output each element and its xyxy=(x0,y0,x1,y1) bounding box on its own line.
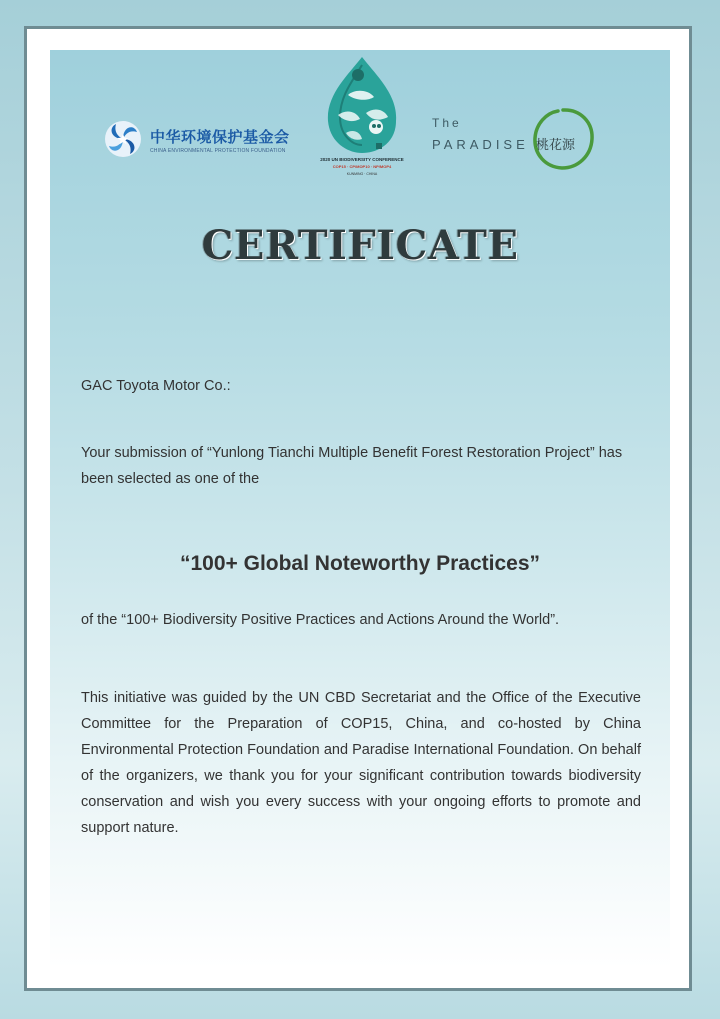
paradise-name-cn: 桃花源 xyxy=(536,138,576,153)
cepf-logo xyxy=(104,120,289,162)
paradise-word: PARADISE xyxy=(432,137,529,152)
recipient-name: GAC Toyota Motor Co.: xyxy=(81,378,231,394)
cop15-logo xyxy=(312,55,412,183)
practice-title: “100+ Global Noteworthy Practices” xyxy=(179,552,541,575)
certificate-title: CERTIFICATE xyxy=(201,222,519,269)
pinwheel-icon xyxy=(104,120,142,158)
paradise-the: The xyxy=(432,116,462,130)
cop15-place: KUNMING · CHINA xyxy=(346,172,378,176)
peacock-drop-icon xyxy=(318,55,406,155)
cepf-name-en: CHINA ENVIRONMENTAL PROTECTION FOUNDATION xyxy=(150,148,286,154)
cepf-name-cn: 中华环境保护基金会 xyxy=(150,128,290,146)
submission-text: Your submission of “Yunlong Tianchi Multiple Benefit Forest Restoration Project” has been selected as one of the xyxy=(81,445,623,487)
paradise-logo xyxy=(430,104,600,176)
cop15-subtitle: COP15 · CP/MOP10 · NP/MOP4 xyxy=(332,164,392,169)
cop15-title: 2020 UN BIODIVERSITY CONFERENCE xyxy=(320,157,404,162)
initiative-paragraph: This initiative was guided by the UN CBD Secretariat and the Office of the Executive Committee for the Preparation of COP15, China, and co-hosted by China Environmental Protection Foundation and Paradise International Foundation. On behalf of the organizers, we thank you for your significant contribution towards biodiversity conservation and wish you every success with your ongoing efforts to promote and support nature. xyxy=(81,690,641,836)
program-line: of the “100+ Biodiversity Positive Practices and Actions Around the World”. xyxy=(81,612,560,628)
